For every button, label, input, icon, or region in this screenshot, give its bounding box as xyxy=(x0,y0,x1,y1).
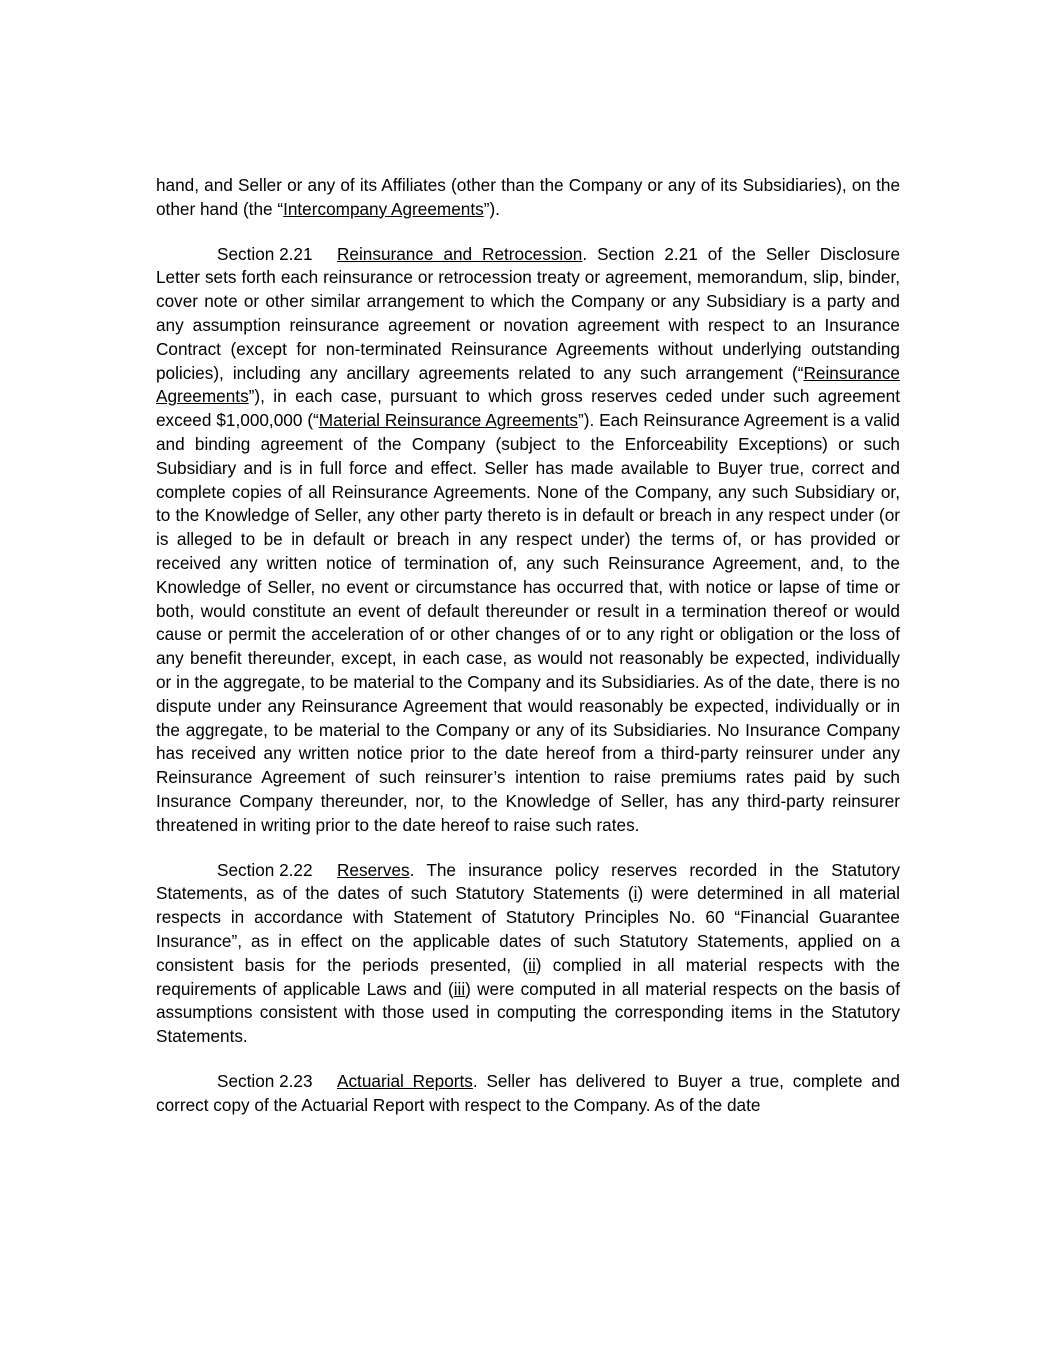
section-2-22 xyxy=(156,859,900,1049)
section-number: Section 2.22 xyxy=(217,859,313,880)
section-2-21 xyxy=(156,243,900,838)
defined-term-intercompany-agreements: Intercompany Agreements xyxy=(283,198,484,219)
section-heading: Reinsurance and Retrocession xyxy=(337,243,583,264)
section-text: . Seller has delivered to Buyer a true, complete and correct copy of the Actuarial Report with respect to the Company. As of the date xyxy=(156,1070,900,1115)
section-text: . The insurance policy reserves recorded in the Statutory Statements, as of the dates of such Statutory Statements ( xyxy=(156,859,900,904)
defined-term-reinsurance-agreements: Reinsurance Agreements xyxy=(156,362,900,407)
text: ”). xyxy=(483,198,500,219)
section-heading: Reserves xyxy=(337,859,410,880)
defined-term-material-reinsurance-agreements: Material Reinsurance Agreements xyxy=(318,410,579,431)
section-text: ) complied in all material respects with the requirements of applicable Laws and ( xyxy=(156,954,900,999)
clause-marker-i: i xyxy=(633,883,638,904)
text: hand, and Seller or any of its Affiliates (other than the Company or any of its Subsidiaries), on the other hand (the “ xyxy=(156,175,900,219)
section-heading: Actuarial Reports xyxy=(337,1070,473,1091)
section-text: ”). Each Reinsurance Agreement is a valid and binding agreement of the Company (subject to the Enforceability Exceptions) or such Subsidiary and is in full force and effect. Seller has made available to Buyer true, correct and complete copies of all Reinsurance Agreements. None of the Company, any such Subsidiary or, to the Knowledge of Seller, any other party thereto is in default or breach in any respect under (or is alleged to be in default or breach in any respect under) the terms of, or has provided or received any written notice of termination of, any such Reinsurance Agreement, and, to the Knowledge of Seller, no event or circumstance has occurred that, with notice or lapse of time or both, would constitute an event of default thereunder or result in a termination thereof or would cause or permit the acceleration of or other changes of or to any right or obligation or the loss of any benefit thereunder, except, in each case, as would not reasonably be expected, individually or in the aggregate, to be material to the Company and its Subsidiaries. As of the date, there is no dispute under any Reinsurance Agreement that would reasonably be expected, individually or in the aggregate, to be material to the Company or any of its Subsidiaries. No Insurance Company has received any written notice prior to the date hereof from a third-party reinsurer under any Reinsurance Agreement of such reinsurer’s intention to raise premiums rates paid by such Insurance Company thereunder, nor, to the Knowledge of Seller, has any third-party reinsurer threatened in writing prior to the date hereof to raise such rates. xyxy=(156,410,900,835)
section-text: . Section 2.21 of the Seller Disclosure Letter sets forth each reinsurance or retrocession treaty or agreement, memorandum, slip, binder, cover note or other similar arrangement to which the Company or any Subsidiary is a party and any assumption reinsurance agreement or novation agreement with respect to an Insurance Contract (except for non-terminated Reinsurance Agreements without underlying outstanding policies), including any ancillary agreements related to any such arrangement (“ xyxy=(156,243,901,383)
section-number: Section 2.23 xyxy=(217,1070,313,1091)
section-text: ”), in each case, pursuant to which gross reserves ceded under such agreement exceed $1,000,000 (“ xyxy=(156,386,900,431)
clause-marker-iii: iii xyxy=(453,978,466,999)
clause-marker-ii: ii xyxy=(528,954,536,975)
section-text: ) were determined in all material respects in accordance with Statement of Statutory Principles No. 60 “Financial Guarantee Insurance”, as in effect on the applicable dates of such Statutory Statements, applied on a consistent basis for the periods presented, ( xyxy=(156,883,901,975)
section-number: Section 2.21 xyxy=(217,243,313,264)
section-2-23 xyxy=(156,1070,900,1118)
document-page xyxy=(156,174,900,1138)
section-text: ) were computed in all material respects on the basis of assumptions consistent with those used in computing the corresponding items in the Statutory Statements. xyxy=(156,978,900,1047)
paragraph-intercompany xyxy=(156,174,900,222)
